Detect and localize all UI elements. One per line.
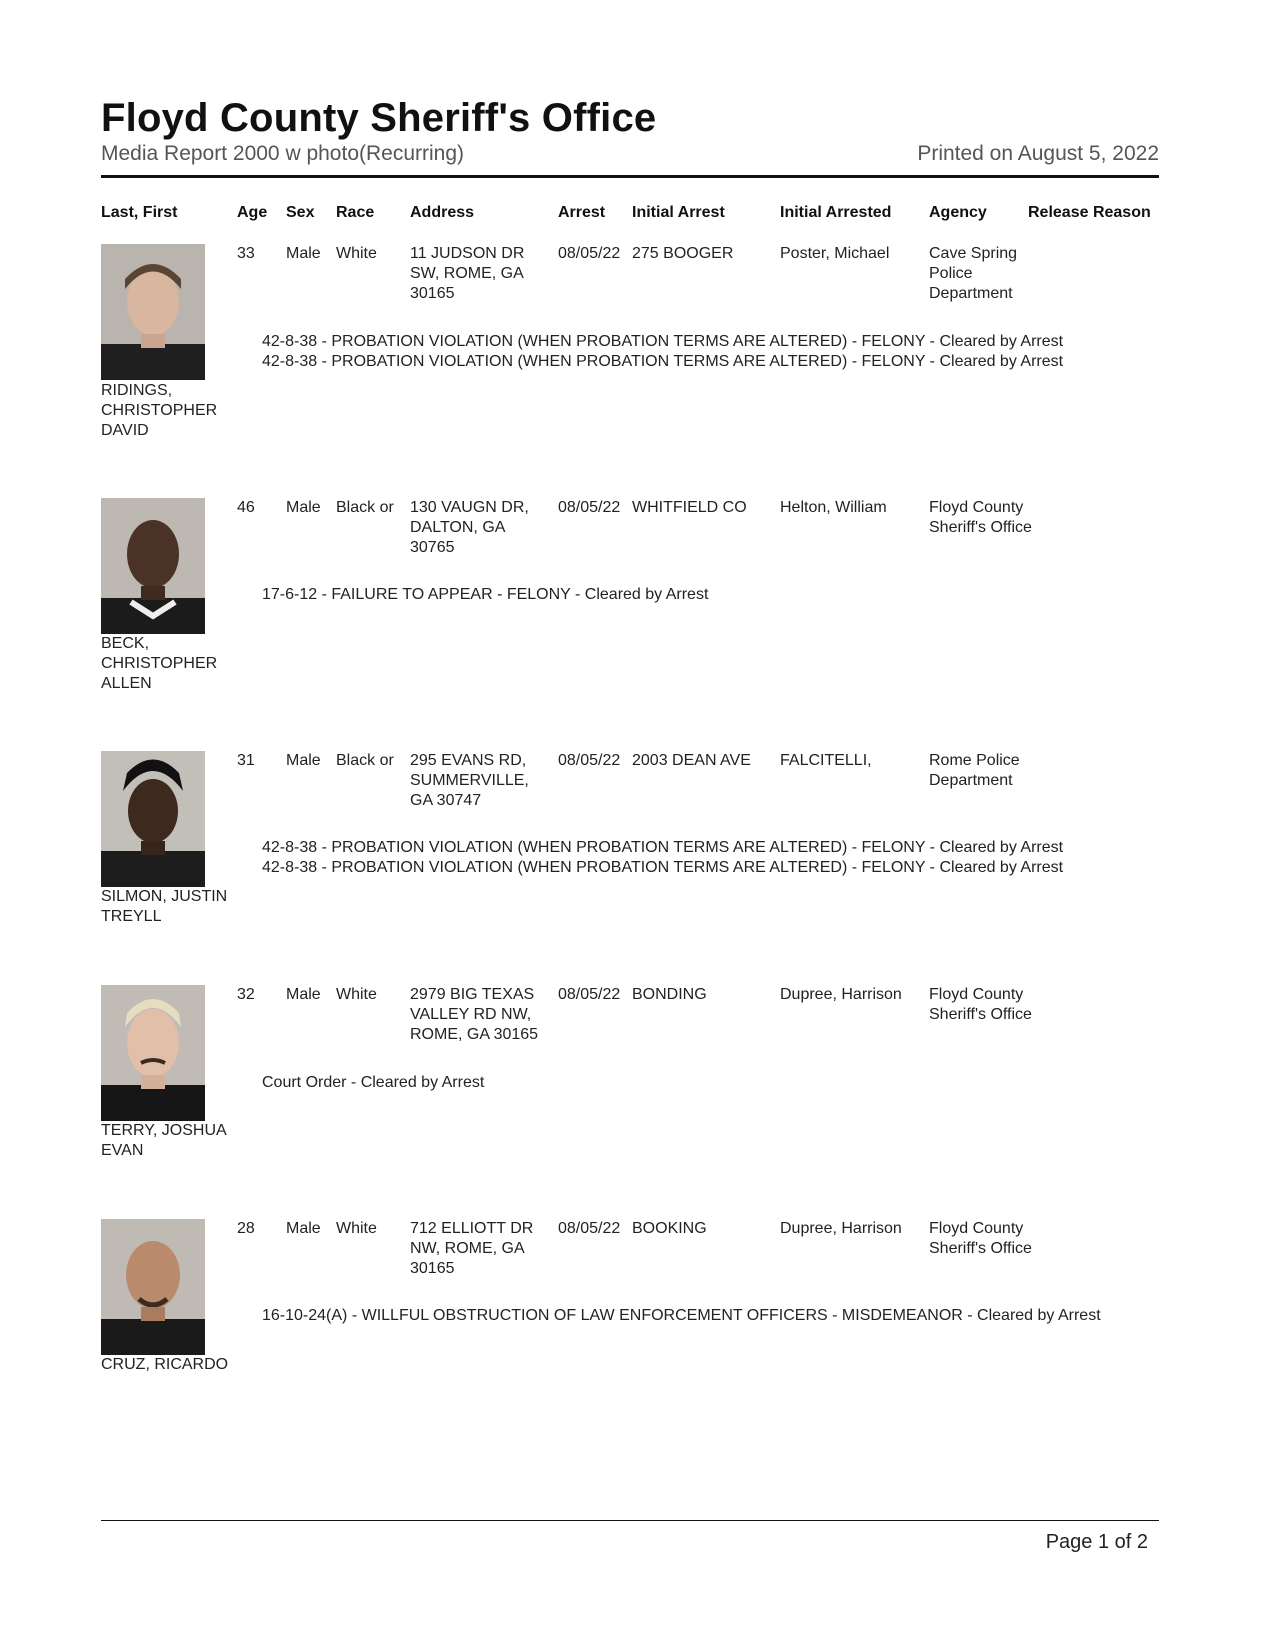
charge-line: 42-8-38 - PROBATION VIOLATION (WHEN PROBATION TERMS ARE ALTERED) - FELONY - Cleared by Arrest	[262, 353, 1064, 370]
age: 32	[237, 986, 255, 1003]
arrest-date: 08/05/22	[558, 499, 621, 516]
agency-line: Rome Police	[929, 752, 1020, 769]
footer-rule	[101, 1520, 1159, 1521]
address-line: SW, ROME, GA	[410, 265, 524, 282]
address-line: 30765	[410, 539, 455, 556]
name-line: ALLEN	[101, 675, 152, 692]
agency-line: Sheriff's Office	[929, 1006, 1032, 1023]
agency	[929, 498, 1032, 538]
charge-line: 17-6-12 - FAILURE TO APPEAR - FELONY - Cleared by Arrest	[262, 586, 709, 603]
agency-line: Sheriff's Office	[929, 519, 1032, 536]
agency	[929, 985, 1032, 1025]
col-age: Age	[237, 204, 268, 221]
address	[410, 751, 529, 811]
inmate-name	[101, 887, 241, 927]
arrest-date: 08/05/22	[558, 986, 621, 1003]
agency-line: Floyd County	[929, 986, 1024, 1003]
initial-arrest: WHITFIELD CO	[632, 499, 747, 516]
printed-date: Printed on August 5, 2022	[917, 142, 1159, 165]
initial-arrested: Poster, Michael	[780, 245, 890, 262]
arrest-date: 08/05/22	[558, 245, 621, 262]
address-line: 130 VAUGN DR,	[410, 499, 529, 516]
initial-arrested: FALCITELLI,	[780, 752, 872, 769]
initial-arrested: Dupree, Harrison	[780, 986, 902, 1003]
name-line: BECK,	[101, 635, 150, 652]
age: 33	[237, 245, 255, 262]
age: 46	[237, 499, 255, 516]
charge-line: Court Order - Cleared by Arrest	[262, 1074, 485, 1091]
name-line: CHRISTOPHER	[101, 655, 218, 672]
address	[410, 985, 538, 1045]
mugshot-photo	[101, 498, 205, 634]
address	[410, 1219, 533, 1279]
col-race: Race	[336, 204, 375, 221]
initial-arrest: BONDING	[632, 986, 707, 1003]
col-address: Address	[410, 204, 475, 221]
age: 28	[237, 1220, 255, 1237]
address-line: DALTON, GA	[410, 519, 506, 536]
arrest-date: 08/05/22	[558, 1220, 621, 1237]
address-line: VALLEY RD NW,	[410, 1006, 532, 1023]
agency-line: Floyd County	[929, 499, 1024, 516]
page-number: Page 1 of 2	[1045, 1531, 1148, 1553]
address-line: 295 EVANS RD,	[410, 752, 527, 769]
initial-arrest: 2003 DEAN AVE	[632, 752, 751, 769]
address-line: GA 30747	[410, 792, 482, 809]
address-line: 712 ELLIOTT DR	[410, 1220, 534, 1237]
agency	[929, 244, 1017, 304]
report-title: Floyd County Sheriff's Office	[101, 96, 657, 140]
agency	[929, 751, 1020, 791]
address-line: SUMMERVILLE,	[410, 772, 529, 789]
report-subtitle: Media Report 2000 w photo(Recurring)	[101, 142, 465, 165]
initial-arrested: Helton, William	[780, 499, 887, 516]
arrest-date: 08/05/22	[558, 752, 621, 769]
col-agency: Agency	[929, 204, 987, 221]
address-line: NW, ROME, GA	[410, 1240, 525, 1257]
initial-arrest: 275 BOOGER	[632, 245, 734, 262]
sex: Male	[286, 1220, 321, 1237]
address-line: ROME, GA 30165	[410, 1026, 539, 1043]
address-line: 2979 BIG TEXAS	[410, 986, 535, 1003]
name-line: CHRISTOPHER	[101, 402, 218, 419]
mugshot-photo	[101, 985, 205, 1121]
mugshot-photo	[101, 244, 205, 380]
col-name: Last, First	[101, 204, 178, 221]
age: 31	[237, 752, 255, 769]
agency-line: Police	[929, 265, 973, 282]
name-line: SILMON, JUSTIN	[101, 888, 228, 905]
address-line: 30165	[410, 285, 455, 302]
agency-line: Floyd County	[929, 1220, 1024, 1237]
agency	[929, 1219, 1032, 1259]
agency-line: Department	[929, 285, 1013, 302]
sex: Male	[286, 499, 321, 516]
sex: Male	[286, 245, 321, 262]
sex: Male	[286, 986, 321, 1003]
charge-line: 42-8-38 - PROBATION VIOLATION (WHEN PROBATION TERMS ARE ALTERED) - FELONY - Cleared by Arrest	[262, 333, 1064, 350]
race: Black or	[336, 752, 394, 769]
col-initial-arrested: Initial Arrested	[780, 204, 892, 221]
name-line: EVAN	[101, 1142, 144, 1159]
race: White	[336, 245, 377, 262]
col-release-reason: Release Reason	[1028, 204, 1151, 221]
address-line: 11 JUDSON DR	[410, 245, 525, 262]
mugshot-photo	[101, 1219, 205, 1355]
name-line: DAVID	[101, 422, 149, 439]
sex: Male	[286, 752, 321, 769]
initial-arrest: BOOKING	[632, 1220, 707, 1237]
race: White	[336, 986, 377, 1003]
address	[410, 498, 529, 558]
address	[410, 244, 524, 304]
col-arrest: Arrest	[558, 204, 606, 221]
agency-line: Sheriff's Office	[929, 1240, 1032, 1257]
charge-line: 16-10-24(A) - WILLFUL OBSTRUCTION OF LAW ENFORCEMENT OFFICERS - MISDEMEANOR - Cleared by Arrest	[262, 1307, 1101, 1324]
race: Black or	[336, 499, 394, 516]
inmate-name	[101, 1121, 241, 1161]
name-line: RIDINGS,	[101, 382, 173, 399]
inmate-name	[101, 1355, 241, 1375]
col-initial-arrest: Initial Arrest	[632, 204, 725, 221]
agency-line: Cave Spring	[929, 245, 1018, 262]
inmate-name	[101, 634, 241, 694]
charge-line: 42-8-38 - PROBATION VIOLATION (WHEN PROBATION TERMS ARE ALTERED) - FELONY - Cleared by Arrest	[262, 859, 1064, 876]
name-line: CRUZ, RICARDO	[101, 1356, 229, 1373]
col-sex: Sex	[286, 204, 315, 221]
race: White	[336, 1220, 377, 1237]
name-line: TREYLL	[101, 908, 162, 925]
name-line: TERRY, JOSHUA	[101, 1122, 227, 1139]
address-line: 30165	[410, 1260, 455, 1277]
agency-line: Department	[929, 772, 1013, 789]
inmate-name	[101, 381, 241, 441]
mugshot-photo	[101, 751, 205, 887]
header-rule	[101, 175, 1159, 178]
charge-line: 42-8-38 - PROBATION VIOLATION (WHEN PROBATION TERMS ARE ALTERED) - FELONY - Cleared by Arrest	[262, 839, 1064, 856]
initial-arrested: Dupree, Harrison	[780, 1220, 902, 1237]
